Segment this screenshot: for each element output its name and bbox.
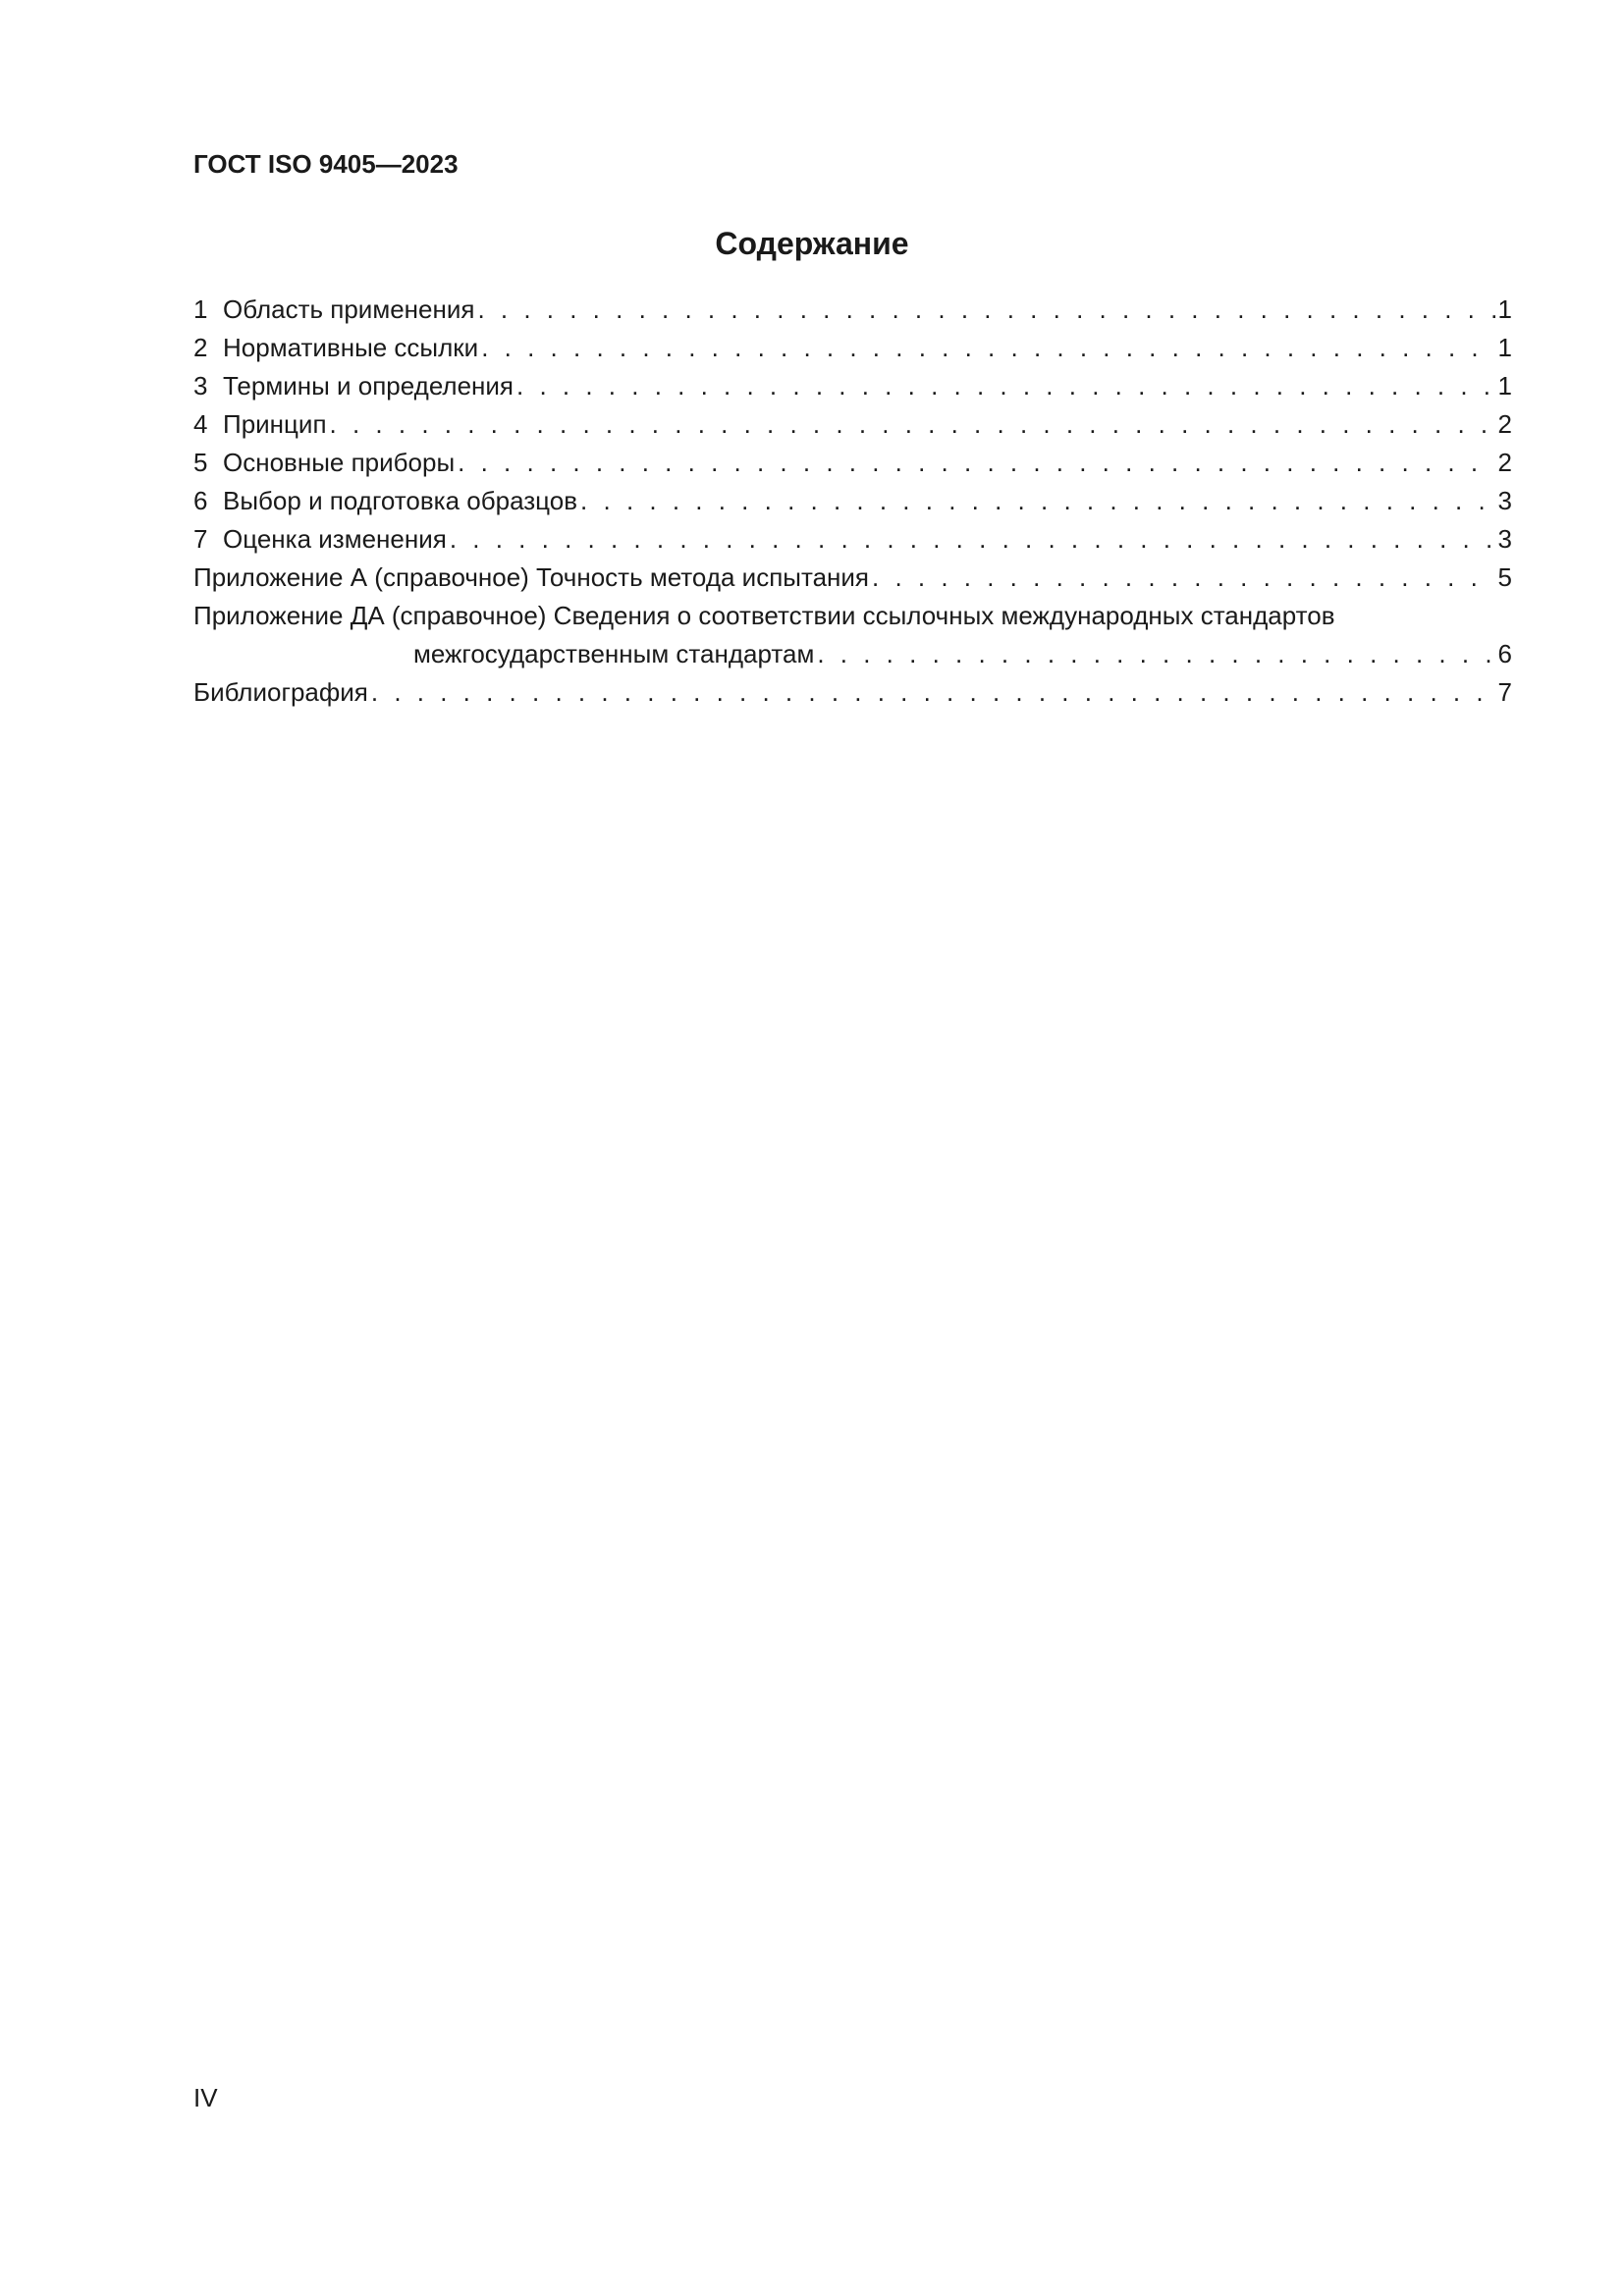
toc-entry-label: Нормативные ссылки xyxy=(223,333,479,362)
page-number: IV xyxy=(193,2083,218,2112)
dot-leader xyxy=(450,520,1495,559)
toc-entry-page: 1 xyxy=(1497,333,1512,362)
toc-entry-label: Приложение А (справочное) Точность метода испытания xyxy=(193,562,869,592)
toc-entry-number: 6 xyxy=(193,486,208,515)
toc-entry-number: 3 xyxy=(193,371,208,400)
dot-leader xyxy=(477,291,1494,329)
toc-entry-label: Принцип xyxy=(223,409,327,439)
toc-entry-label: Библиография xyxy=(193,677,368,707)
toc-entry-page: 6 xyxy=(1497,639,1512,668)
toc-entry-label: Приложение ДА (справочное) Сведения о соответствии ссылочных международных стандартов xyxy=(193,601,1335,630)
dot-leader xyxy=(458,444,1494,482)
toc-entry-6[interactable] xyxy=(193,482,1512,520)
dot-leader xyxy=(872,559,1495,597)
toc-entry-number: 2 xyxy=(193,333,208,362)
dot-leader xyxy=(516,367,1495,405)
toc-entry-page: 3 xyxy=(1497,524,1512,554)
toc-entry-page: 1 xyxy=(1497,294,1512,324)
toc-entry-7[interactable] xyxy=(193,520,1512,559)
table-of-contents xyxy=(193,291,1512,712)
toc-entry-number: 4 xyxy=(193,409,208,439)
toc-entry-label: Выбор и подготовка образцов xyxy=(223,486,578,515)
toc-entry-page: 1 xyxy=(1497,371,1512,400)
document-header: ГОСТ ISO 9405—2023 xyxy=(193,149,459,179)
toc-entry-bibliography[interactable] xyxy=(193,673,1512,712)
toc-entry-5[interactable] xyxy=(193,444,1512,482)
page-title: Содержание xyxy=(715,226,909,261)
toc-entry-2[interactable] xyxy=(193,329,1512,367)
toc-entry-appendix-da-continuation[interactable] xyxy=(193,635,1512,673)
toc-entry-number: 1 xyxy=(193,294,208,324)
dot-leader xyxy=(817,635,1494,673)
toc-entry-3[interactable] xyxy=(193,367,1512,405)
toc-entry-label-continuation: межгосударственным стандартам xyxy=(413,639,815,668)
toc-entry-label: Основные приборы xyxy=(223,448,456,477)
dot-leader xyxy=(330,405,1495,444)
toc-entry-page: 7 xyxy=(1497,677,1512,707)
toc-entry-number: 5 xyxy=(193,448,208,477)
toc-entry-appendix-da[interactable] xyxy=(193,597,1512,635)
toc-entry-label: Оценка изменения xyxy=(223,524,447,554)
toc-entry-page: 3 xyxy=(1497,486,1512,515)
toc-entry-number: 7 xyxy=(193,524,208,554)
toc-entry-page: 5 xyxy=(1497,562,1512,592)
toc-entry-appendix-a[interactable] xyxy=(193,559,1512,597)
dot-leader xyxy=(481,329,1494,367)
dot-leader xyxy=(580,482,1494,520)
dot-leader xyxy=(371,673,1495,712)
toc-entry-label: Термины и определения xyxy=(223,371,514,400)
toc-entry-label: Область применения xyxy=(223,294,475,324)
toc-entry-1[interactable] xyxy=(193,291,1512,329)
toc-entry-page: 2 xyxy=(1497,409,1512,439)
toc-entry-page: 2 xyxy=(1497,448,1512,477)
toc-entry-4[interactable] xyxy=(193,405,1512,444)
